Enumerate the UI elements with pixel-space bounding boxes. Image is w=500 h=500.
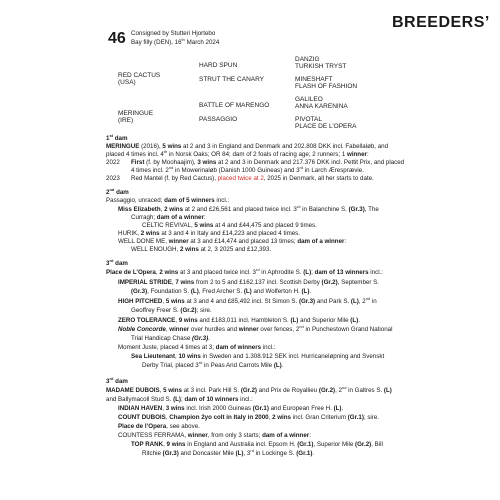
third-dam-heading-b: 3rd dam xyxy=(106,375,128,385)
pedigree-ssire-sire: DANZIG xyxy=(295,56,320,63)
year-2023: 2023 xyxy=(106,175,120,182)
third-dam-b-line-5: Place de l’Opera, see above. xyxy=(118,423,200,430)
pedigree-dam-dam: PASSAGGIO xyxy=(199,116,238,123)
pedigree-dsire-sire: GALILEO xyxy=(295,96,323,103)
third-dam-a-line-2: IMPERIAL STRIDE, 7 wins from 2 to 5 and £162,137 incl. Scottish Derby (Gr.2), September S. xyxy=(118,279,379,286)
second-dam-line-3: Curragh; dam of a winner: xyxy=(131,214,206,221)
third-dam-b-line-7: TOP RANK, 9 wins in England and Australia incl. Epsom H. (Gr.1), Superior Mile (Gr.2), Bill xyxy=(131,441,383,448)
pedigree-ddam-dam: PLACE DE L’OPERA xyxy=(295,123,357,130)
brand-logo: BREEDERS’ xyxy=(392,14,490,31)
third-dam-a-line-3: (Gr.3), Foundation S. (L), Fred Archer S. (L) and Wolferton H. (L). xyxy=(131,288,312,295)
lot-number: 46 xyxy=(108,30,126,47)
pedigree-sire: RED CACTUS xyxy=(118,72,161,79)
first-dam-line-1: MERINGUE (2016), 5 wins at 2 and 3 in England and Denmark and 202.808 DKK incl. Fabellaløb, and xyxy=(106,143,389,150)
third-dam-b-line-2: and Ballymacoll Stud S. (L); dam of 10 winners incl.: xyxy=(106,396,253,403)
third-dam-a-line-8: Trial Handicap Chase (Gr.3). xyxy=(131,335,210,342)
red-highlight: placed twice at 2 xyxy=(217,175,264,182)
third-dam-a-line-5: Geoffrey Freer S. (Gr.2); sire. xyxy=(131,307,212,314)
pedigree-sire-country: (USA) xyxy=(118,79,136,86)
third-dam-a-line-7: Noble Concorde, winner over hurdles and winner over fences, 2nd in Punchestown Grand National xyxy=(118,323,393,333)
second-dam-line-1: Passaggio, unraced; dam of 5 winners incl.: xyxy=(106,197,230,204)
third-dam-a-line-10: Sea Lieutenant, 10 wins in Sweden and 1.308.912 SEK incl. Hurricaneløpning and Svenskt xyxy=(131,353,385,360)
third-dam-b-line-1: MADAME DUBOIS, 5 wins at 3 incl. Park Hill S. (Gr.2) and Prix de Royallieu (Gr.2), 2nd in Galtres S. (L) xyxy=(106,384,392,394)
first-dam-foal-1b: 4 times incl. 2nd in Mowerinaløb (Danish 1000 Guineas) and 3rd in Larch Æresprævie. xyxy=(131,164,364,174)
third-dam-a-line-4: HIGH PITCHED, 5 wins at 3 and 4 and £85,492 incl. St Simon S. (Gr.3) and Park S. (L), 2nd in xyxy=(118,295,377,305)
first-dam-foal-1a: First (f. by Moohaajim), 3 wins at 2 and 3 in Denmark and 217.376 DKK incl. Pettit Prix, and placed xyxy=(131,159,405,166)
third-dam-b-line-3: INDIAN HAVEN, 3 wins incl. Irish 2000 Guineas (Gr.1) and European Free H. (L). xyxy=(118,405,344,412)
third-dam-a-line-11: Derby Trial, placed 3rd in Peas And Carrots Mile (L). xyxy=(142,359,284,369)
consignor: Consigned by Stutteri Hjortebo xyxy=(131,30,216,37)
pedigree-ddam-sire: PIVOTAL xyxy=(295,116,322,123)
second-dam-heading: 2nd dam xyxy=(106,186,129,196)
third-dam-a-line-9: Moment Juste, placed 4 times at 3; dam of winners incl.: xyxy=(118,344,276,351)
pedigree-sdam-sire: MINESHAFT xyxy=(295,76,333,83)
third-dam-a-line-6: ZERO TOLERANCE, 9 wins and £183,011 incl. Hambleton S. (L) and Superior Mile (L). xyxy=(118,317,360,324)
pedigree-dam-sire: BATTLE OF MARENGO xyxy=(199,102,270,109)
second-dam-line-7: WELL ENOUGH, 2 wins at 2, 3 2025 and £12,393. xyxy=(131,246,272,253)
pedigree-dam: MERINGUE xyxy=(118,110,154,117)
pedigree-dsire-dam: ANNA KARENINA xyxy=(295,103,348,110)
second-dam-line-5: HURIK, 2 wins at 3 and 4 in Italy and £14,223 and placed 4 times. xyxy=(118,230,300,237)
second-dam-line-4: CELTIC REVIVAL, 5 wins at 4 and £44,475 and placed 9 times. xyxy=(142,222,317,229)
third-dam-b-line-8: Ritchie (Gr.3) and Doncaster Mile (L), 3rd in Lockinge S. (Gr.1). xyxy=(142,447,315,457)
lot-description: Bay filly (DEN), 16th March 2024 xyxy=(131,36,220,46)
second-dam-line-2: Miss Elizabeth, 2 wins at 2 and £26,561 and placed twice incl. 3rd in Balanchine S. (Gr.3), The xyxy=(118,203,379,213)
second-dam-line-6: WELL DONE ME, winner at 3 and £14,474 and placed 13 times; dam of a winner: xyxy=(118,238,347,245)
pedigree-sdam-dam: FLASH OF FASHION xyxy=(295,83,358,90)
third-dam-a-line-1: Place de L’Opera, 2 wins at 3 and placed twice incl. 3rd in Aphrodite S. (L); dam of 13 winners incl.: xyxy=(106,266,384,276)
third-dam-heading-a: 3rd dam xyxy=(106,257,128,267)
first-dam-line-2: placed 4 times incl. 4th in Norsk Oaks; OR 84; dam of 2 foals of racing age; 2 runners; 1 winner: xyxy=(106,148,369,158)
third-dam-b-line-6: COUNTESS FERRAMA, winner, from only 3 starts; dam of a winner: xyxy=(118,432,311,439)
pedigree-ssire-dam: TURKISH TRYST xyxy=(295,63,347,70)
third-dam-b-line-4: COUNT DUBOIS, Champion 2yo colt in Italy in 2000, 2 wins incl. Gran Criterium (Gr.1); sire. xyxy=(118,414,380,421)
first-dam-foal-2: Red Mantel (f. by Red Cactus), placed twice at 2, 2025 in Denmark, all her starts to date. xyxy=(131,175,374,182)
pedigree-sire-dam: STRUT THE CANARY xyxy=(199,76,265,83)
pedigree-sire-sire: HARD SPUN xyxy=(199,62,238,69)
pedigree-dam-country: (IRE) xyxy=(118,117,134,124)
first-dam-heading: 1st dam xyxy=(106,132,128,142)
year-2022: 2022 xyxy=(106,159,120,166)
